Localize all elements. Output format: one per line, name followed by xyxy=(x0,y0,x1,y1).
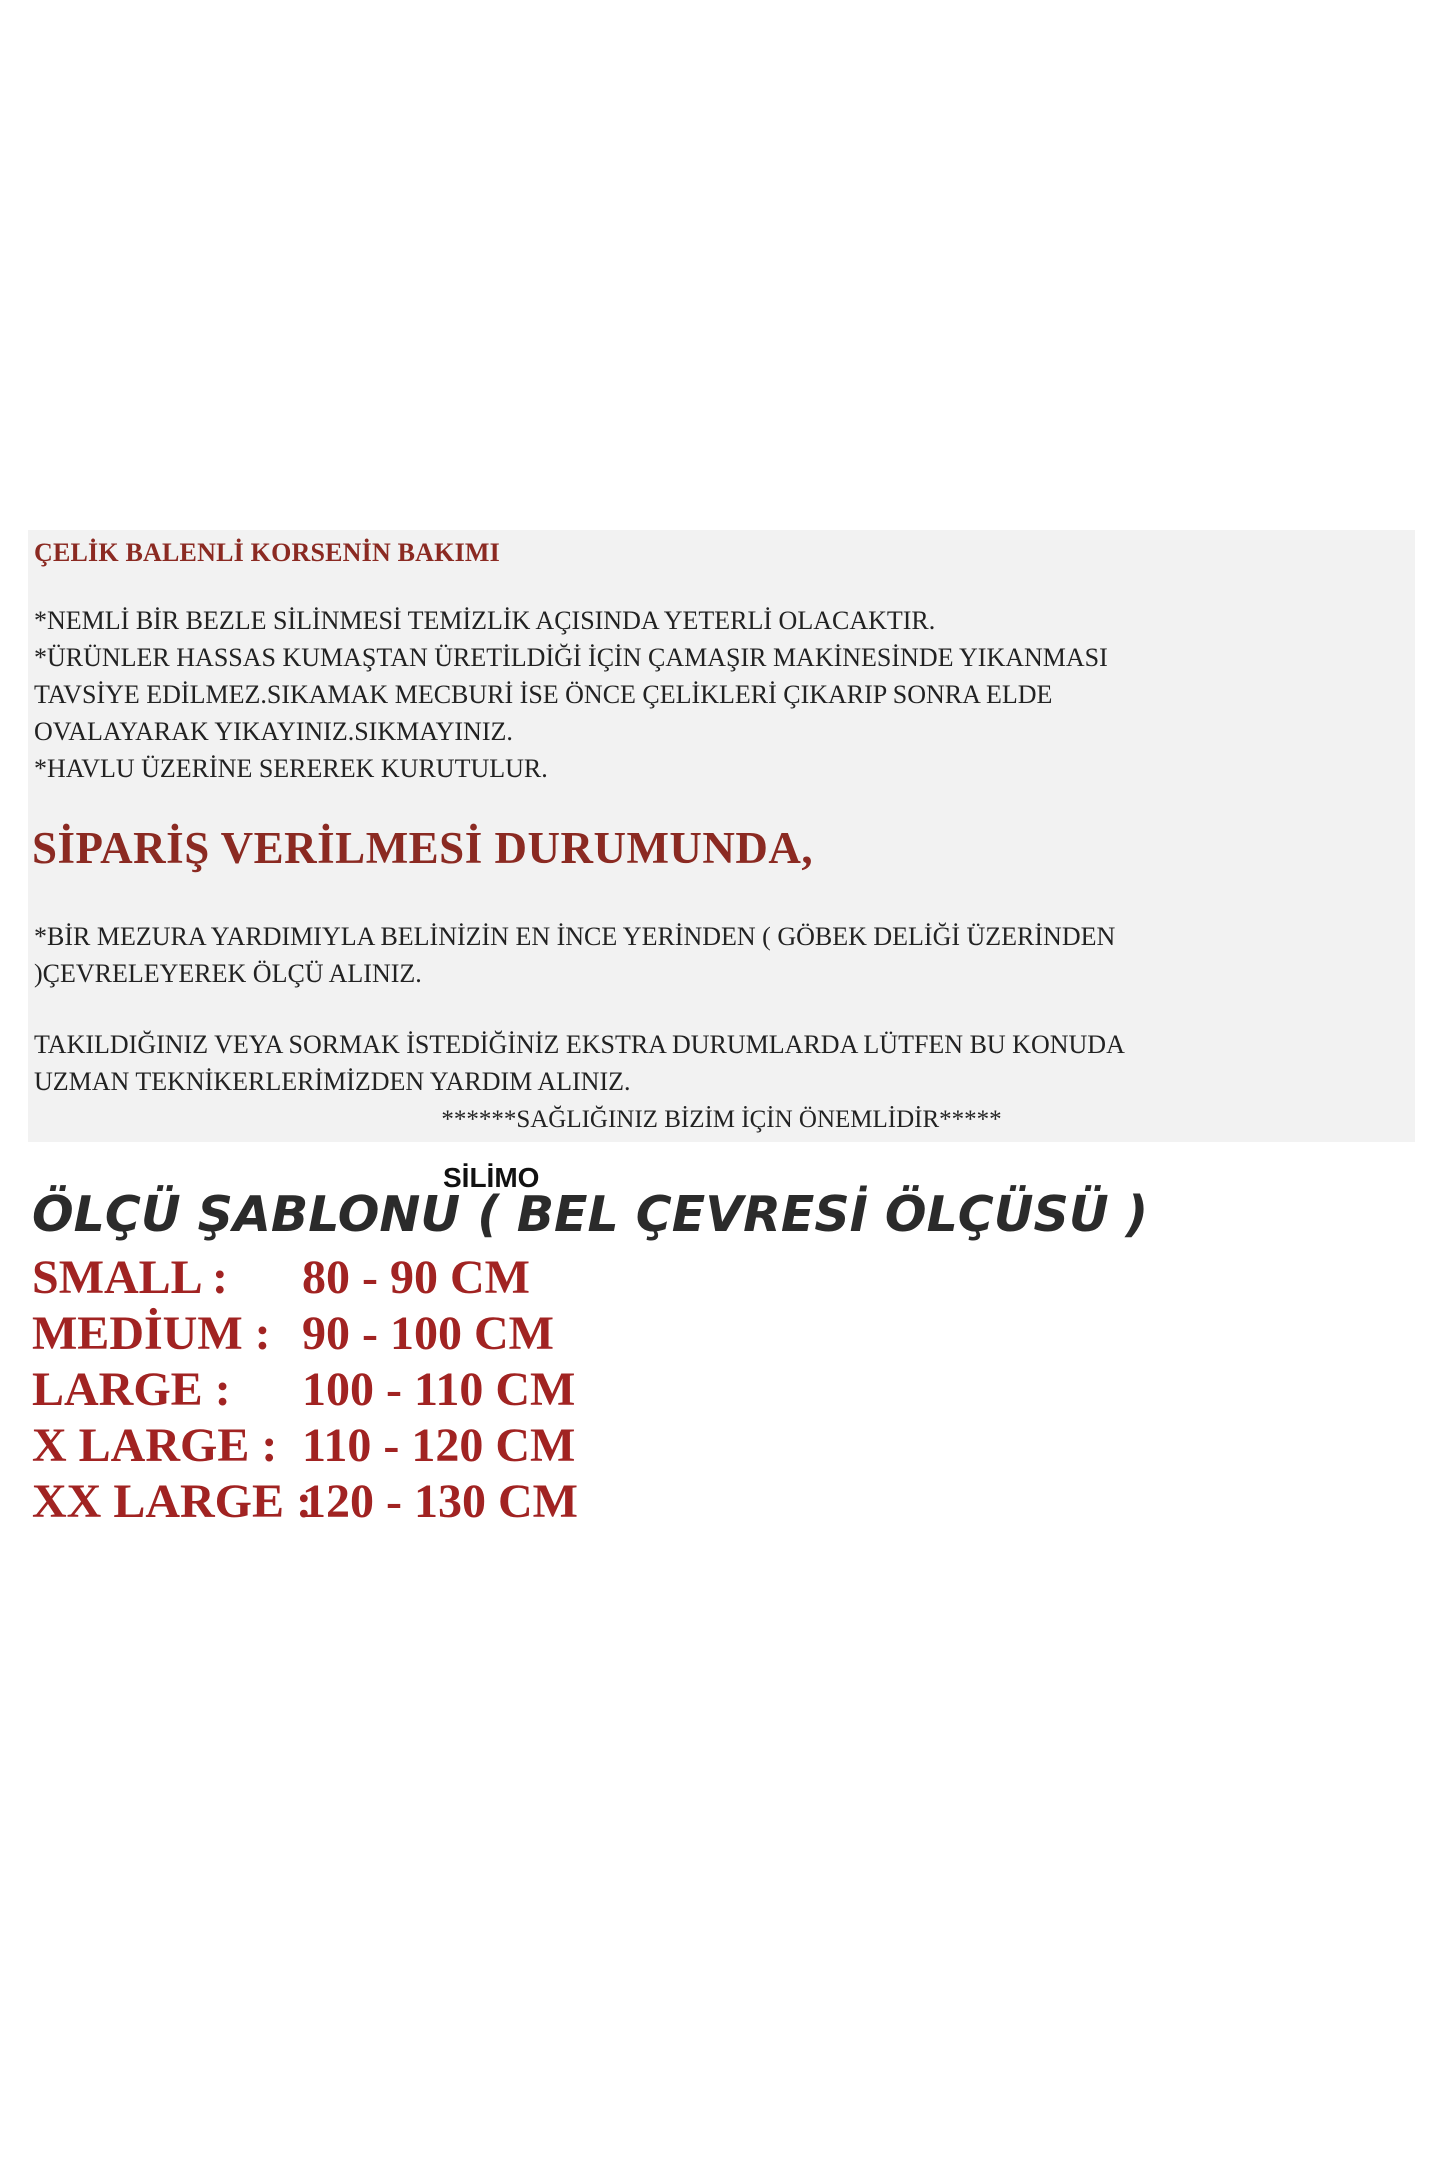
care-line: TAVSİYE EDİLMEZ.SIKAMAK MECBURİ İSE ÖNCE ÇELİKLERİ ÇIKARIP SONRA ELDE xyxy=(34,680,1053,709)
size-range: 90 - 100 CM xyxy=(302,1307,554,1360)
help-line: TAKILDIĞINIZ VEYA SORMAK İSTEDİĞİNİZ EKSTRA DURUMLARDA LÜTFEN BU KONUDA xyxy=(34,1030,1125,1059)
size-name: X LARGE : xyxy=(32,1419,278,1472)
care-line: OVALAYARAK YIKAYINIZ.SIKMAYINIZ. xyxy=(34,717,513,746)
order-line: *BİR MEZURA YARDIMIYLA BELİNİZİN EN İNCE YERİNDEN ( GÖBEK DELİĞİ ÜZERİNDEN xyxy=(34,922,1116,951)
size-chart-title: ÖLÇÜ ŞABLONU ( BEL ÇEVRESİ ÖLÇÜSÜ ) xyxy=(32,1186,1149,1243)
order-title: SİPARİŞ VERİLMESİ DURUMUNDA, xyxy=(32,823,814,873)
order-instructions xyxy=(34,918,1115,992)
size-name: XX LARGE : xyxy=(32,1475,313,1528)
size-range: 120 - 130 CM xyxy=(302,1475,578,1528)
order-line: )ÇEVRELEYEREK ÖLÇÜ ALINIZ. xyxy=(34,959,422,988)
help-line: UZMAN TEKNİKERLERİMİZDEN YARDIM ALINIZ. xyxy=(34,1067,631,1096)
size-range: 110 - 120 CM xyxy=(302,1419,576,1472)
size-name: SMALL : xyxy=(32,1251,229,1304)
brand-watermark: SİLİMO xyxy=(443,1162,540,1193)
care-line: *ÜRÜNLER HASSAS KUMAŞTAN ÜRETİLDİĞİ İÇİN ÇAMAŞIR MAKİNESİNDE YIKANMASI xyxy=(34,643,1108,672)
health-note: ******SAĞLIĞINIZ BİZİM İÇİN ÖNEMLİDİR***** xyxy=(441,1106,1002,1133)
care-line: *NEMLİ BİR BEZLE SİLİNMESİ TEMİZLİK AÇISINDA YETERLİ OLACAKTIR. xyxy=(34,606,936,635)
size-name: MEDİUM : xyxy=(32,1307,271,1360)
care-instructions-panel xyxy=(28,530,1415,1142)
care-instructions xyxy=(34,602,1108,787)
size-range: 100 - 110 CM xyxy=(302,1363,576,1416)
help-text xyxy=(34,1026,1125,1100)
size-name: LARGE : xyxy=(32,1363,231,1416)
size-range: 80 - 90 CM xyxy=(302,1251,530,1304)
care-line: *HAVLU ÜZERİNE SEREREK KURUTULUR. xyxy=(34,754,548,783)
care-title: ÇELİK BALENLİ KORSENİN BAKIMI xyxy=(34,538,500,567)
